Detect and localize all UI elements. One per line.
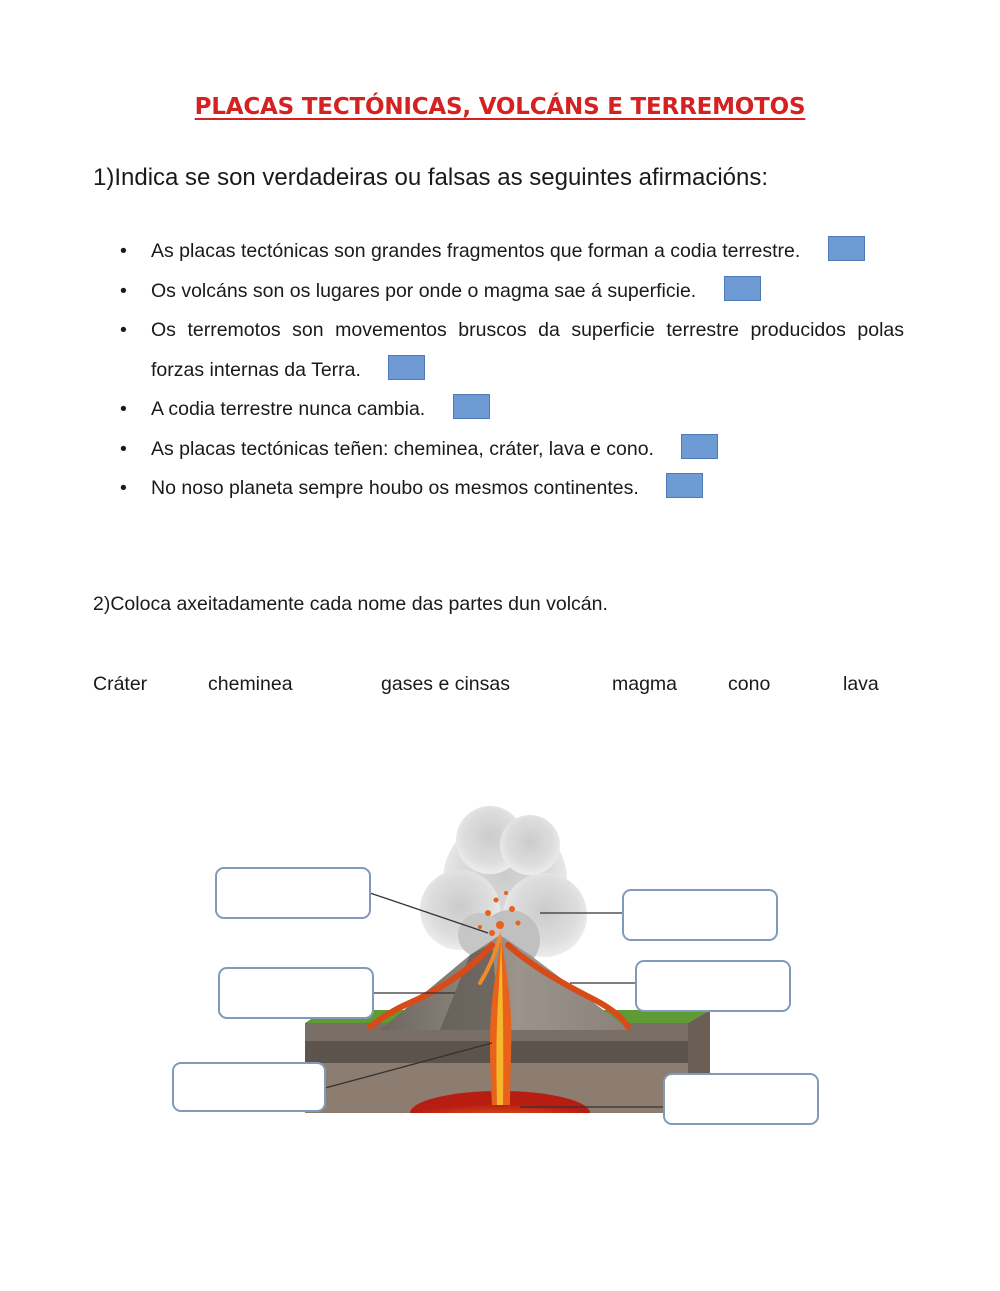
bullet-icon: • xyxy=(120,398,127,420)
bullet-icon: • xyxy=(120,319,127,341)
word-bank-item[interactable]: lava xyxy=(843,673,879,695)
label-drop-box[interactable] xyxy=(215,867,371,919)
word-bank-item[interactable]: magma xyxy=(612,673,678,695)
statement-text: No noso planeta sempre houbo os mesmos continentes. xyxy=(151,477,639,499)
statement-item xyxy=(118,232,904,272)
statement-item xyxy=(118,430,904,470)
true-false-answer-box[interactable] xyxy=(724,276,761,301)
bullet-icon: • xyxy=(120,477,127,499)
label-drop-box[interactable] xyxy=(663,1073,819,1125)
label-drop-box[interactable] xyxy=(622,889,778,941)
word-bank-item[interactable]: Cráter xyxy=(93,673,148,695)
word-bank-item[interactable]: cono xyxy=(728,673,771,695)
label-drop-box[interactable] xyxy=(635,960,791,1012)
true-false-answer-box[interactable] xyxy=(681,434,718,459)
label-drop-box[interactable] xyxy=(172,1062,326,1112)
bullet-icon: • xyxy=(120,279,127,302)
statement-text: Os terremotos son movementos bruscos da superficie terrestre producidos polas forzas internas da Terra. xyxy=(151,319,904,381)
statement-text: Os volcáns son os lugares por onde o magma sae á superficie. xyxy=(151,279,697,302)
statement-text: A codia terrestre nunca cambia. xyxy=(151,398,426,420)
statement-item xyxy=(118,311,904,390)
question-2-prompt: 2)Coloca axeitadamente cada nome das partes dun volcán. xyxy=(93,593,608,615)
statement-text: As placas tectónicas son grandes fragmentos que forman a codia terrestre. xyxy=(151,240,801,262)
worksheet-title: PLACAS TECTÓNICAS, VOLCÁNS E TERREMOTOS xyxy=(194,94,806,120)
word-bank-item[interactable]: cheminea xyxy=(208,673,293,695)
true-false-answer-box[interactable] xyxy=(388,355,425,380)
statement-list xyxy=(118,232,904,509)
bullet-icon: • xyxy=(120,437,127,460)
statement-text: As placas tectónicas teñen: cheminea, cráter, lava e cono. xyxy=(151,437,654,460)
statement-item xyxy=(118,390,904,430)
label-drop-box[interactable] xyxy=(218,967,374,1019)
question-1-prompt: 1)Indica se son verdadeiras ou falsas as seguintes afirmacións: xyxy=(93,164,769,191)
true-false-answer-box[interactable] xyxy=(453,394,490,419)
word-bank-item[interactable]: gases e cinsas xyxy=(381,673,510,695)
statement-item xyxy=(118,272,904,312)
true-false-answer-box[interactable] xyxy=(828,236,865,261)
bullet-icon: • xyxy=(120,240,127,262)
statement-item xyxy=(118,469,904,509)
true-false-answer-box[interactable] xyxy=(666,473,703,498)
volcano-diagram xyxy=(170,805,830,1130)
